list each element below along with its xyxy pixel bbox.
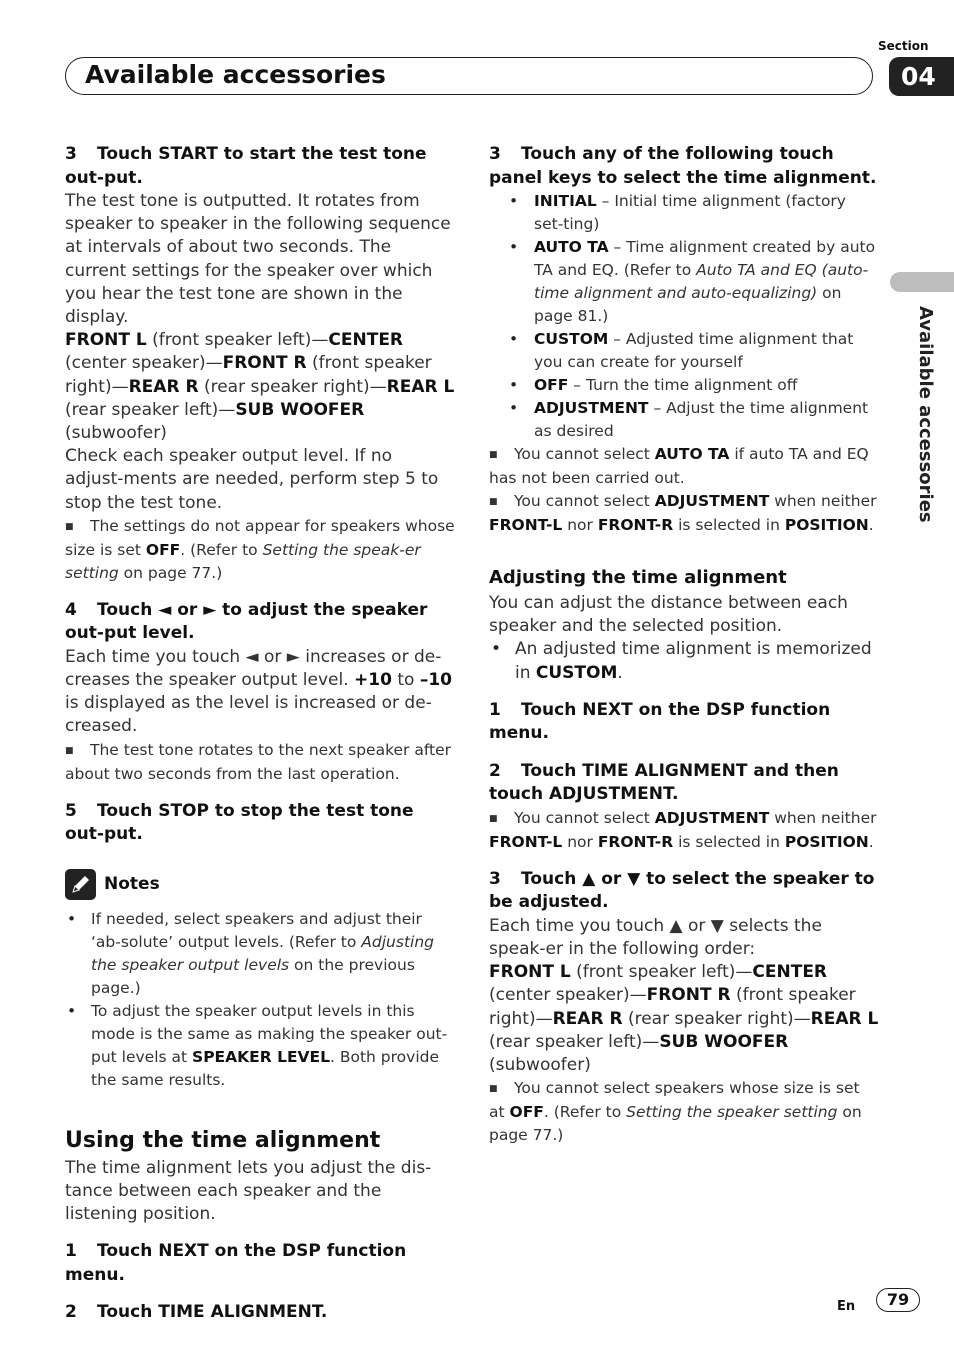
option-initial: • INITIAL – Initial time alignment (factory set-ting) — [489, 190, 879, 236]
time-step-1: 1 Touch NEXT on the DSP function menu. — [65, 1241, 407, 1285]
note-adjustment: ■ You cannot select ADJUSTMENT when neither FRONT-L nor FRONT-R is selected in POSITION. — [489, 490, 879, 537]
speaker-sequence: FRONT L (front speaker left)—CENTER (center speaker)—FRONT R (front speaker right)—REAR R (rear speaker right)—REAR L (rear speaker left)—SUB WOOFER (subwoofer) — [65, 330, 455, 444]
speaker-sequence: FRONT L (front speaker left)—CENTER (center speaker)—FRONT R (front speaker right)—REAR R (rear speaker right)—REAR L (rear speaker left)—SUB WOOFER (subwoofer) — [489, 962, 879, 1076]
step-3-heading: 3 Touch START to start the test tone out-put. — [65, 144, 427, 188]
step-3-check: Check each speaker output level. If no adjust-ments are needed, perform step 5 to stop the test tone. — [65, 446, 439, 513]
side-tab-label: Available accessories — [915, 306, 936, 523]
step-3-body: The test tone is outputted. It rotates from speaker to speaker in the following sequence at intervals of about two seconds. The current settings for the speaker over which you hear the test tone are shown in the display. — [65, 191, 451, 328]
side-tab-marker — [890, 272, 954, 292]
page-number: 79 — [876, 1288, 920, 1312]
option-custom: • CUSTOM – Adjusted time alignment that you can create for yourself — [489, 328, 879, 374]
time-alignment-body: The time alignment lets you adjust the dis-tance between each speaker and the listening position. — [65, 1157, 432, 1225]
adjusting-body: You can adjust the distance between each speaker and the selected position. — [489, 593, 848, 637]
step-4-heading: 4 Touch ◄ or ► to adjust the speaker out-put level. — [65, 599, 428, 644]
option-auto-ta: • AUTO TA – Time alignment created by auto TA and EQ. (Refer to Auto TA and EQ (auto-time alignment and auto-equalizing) on page 81.) — [489, 236, 879, 328]
page-title: Available accessories — [85, 60, 386, 89]
adjust-step-2-note: ■ You cannot select ADJUSTMENT when neither FRONT-L nor FRONT-R is selected in POSITION. — [489, 807, 879, 854]
adjust-step-3-note: ■ You cannot select speakers whose size is set at OFF. (Refer to Setting the speaker setting on page 77.) — [489, 1077, 879, 1147]
right-column — [489, 143, 879, 1147]
note-item: • To adjust the speaker output levels in this mode is the same as making the speaker out-put levels at SPEAKER LEVEL. Both provide the same results. — [65, 1000, 455, 1092]
section-heading-adjusting: Adjusting the time alignment — [489, 567, 787, 588]
notes-heading: Notes — [65, 869, 455, 900]
time-step-2: 2 Touch TIME ALIGNMENT. — [65, 1302, 328, 1323]
step-4-body: Each time you touch ◄ or ► increases or de-creases the speaker output level. +10 to –10 is displayed as the level is increased or de-creased. — [65, 646, 452, 737]
section-label: Section — [878, 39, 929, 53]
note-item: • If needed, select speakers and adjust their ‘ab-solute’ output levels. (Refer to Adjusting the speaker output levels on the previous page.) — [65, 908, 455, 1000]
step-3-heading: 3 Touch any of the following touch panel keys to select the time alignment. — [489, 144, 877, 188]
step-3-note: ■ The settings do not appear for speakers whose size is set OFF. (Refer to Setting the speak-er setting on page 77.) — [65, 515, 455, 585]
adjust-step-2: 2 Touch TIME ALIGNMENT and then touch ADJUSTMENT. — [489, 760, 839, 805]
left-column — [65, 143, 455, 1325]
adjust-step-3: 3 Touch ▲ or ▼ to select the speaker to be adjusted. — [489, 868, 875, 913]
adjust-step-1: 1 Touch NEXT on the DSP function menu. — [489, 699, 831, 744]
option-adjustment: • ADJUSTMENT – Adjust the time alignment as desired — [489, 397, 879, 443]
adjusting-bullet: • An adjusted time alignment is memorized in CUSTOM. — [489, 638, 879, 684]
section-heading-time-alignment: Using the time alignment — [65, 1127, 381, 1153]
option-off: • OFF – Turn the time alignment off — [489, 374, 879, 397]
section-number: 04 — [889, 57, 954, 96]
note-auto-ta: ■ You cannot select AUTO TA if auto TA and EQ has not been carried out. — [489, 443, 879, 490]
step-5-heading: 5 Touch STOP to stop the test tone out-put. — [65, 800, 414, 845]
adjust-step-3-body: Each time you touch ▲ or ▼ selects the speak-er in the following order: — [489, 915, 822, 960]
step-4-note: ■ The test tone rotates to the next speaker after about two seconds from the last operation. — [65, 739, 455, 786]
language-label: En — [837, 1299, 856, 1314]
pencil-icon — [65, 869, 96, 900]
